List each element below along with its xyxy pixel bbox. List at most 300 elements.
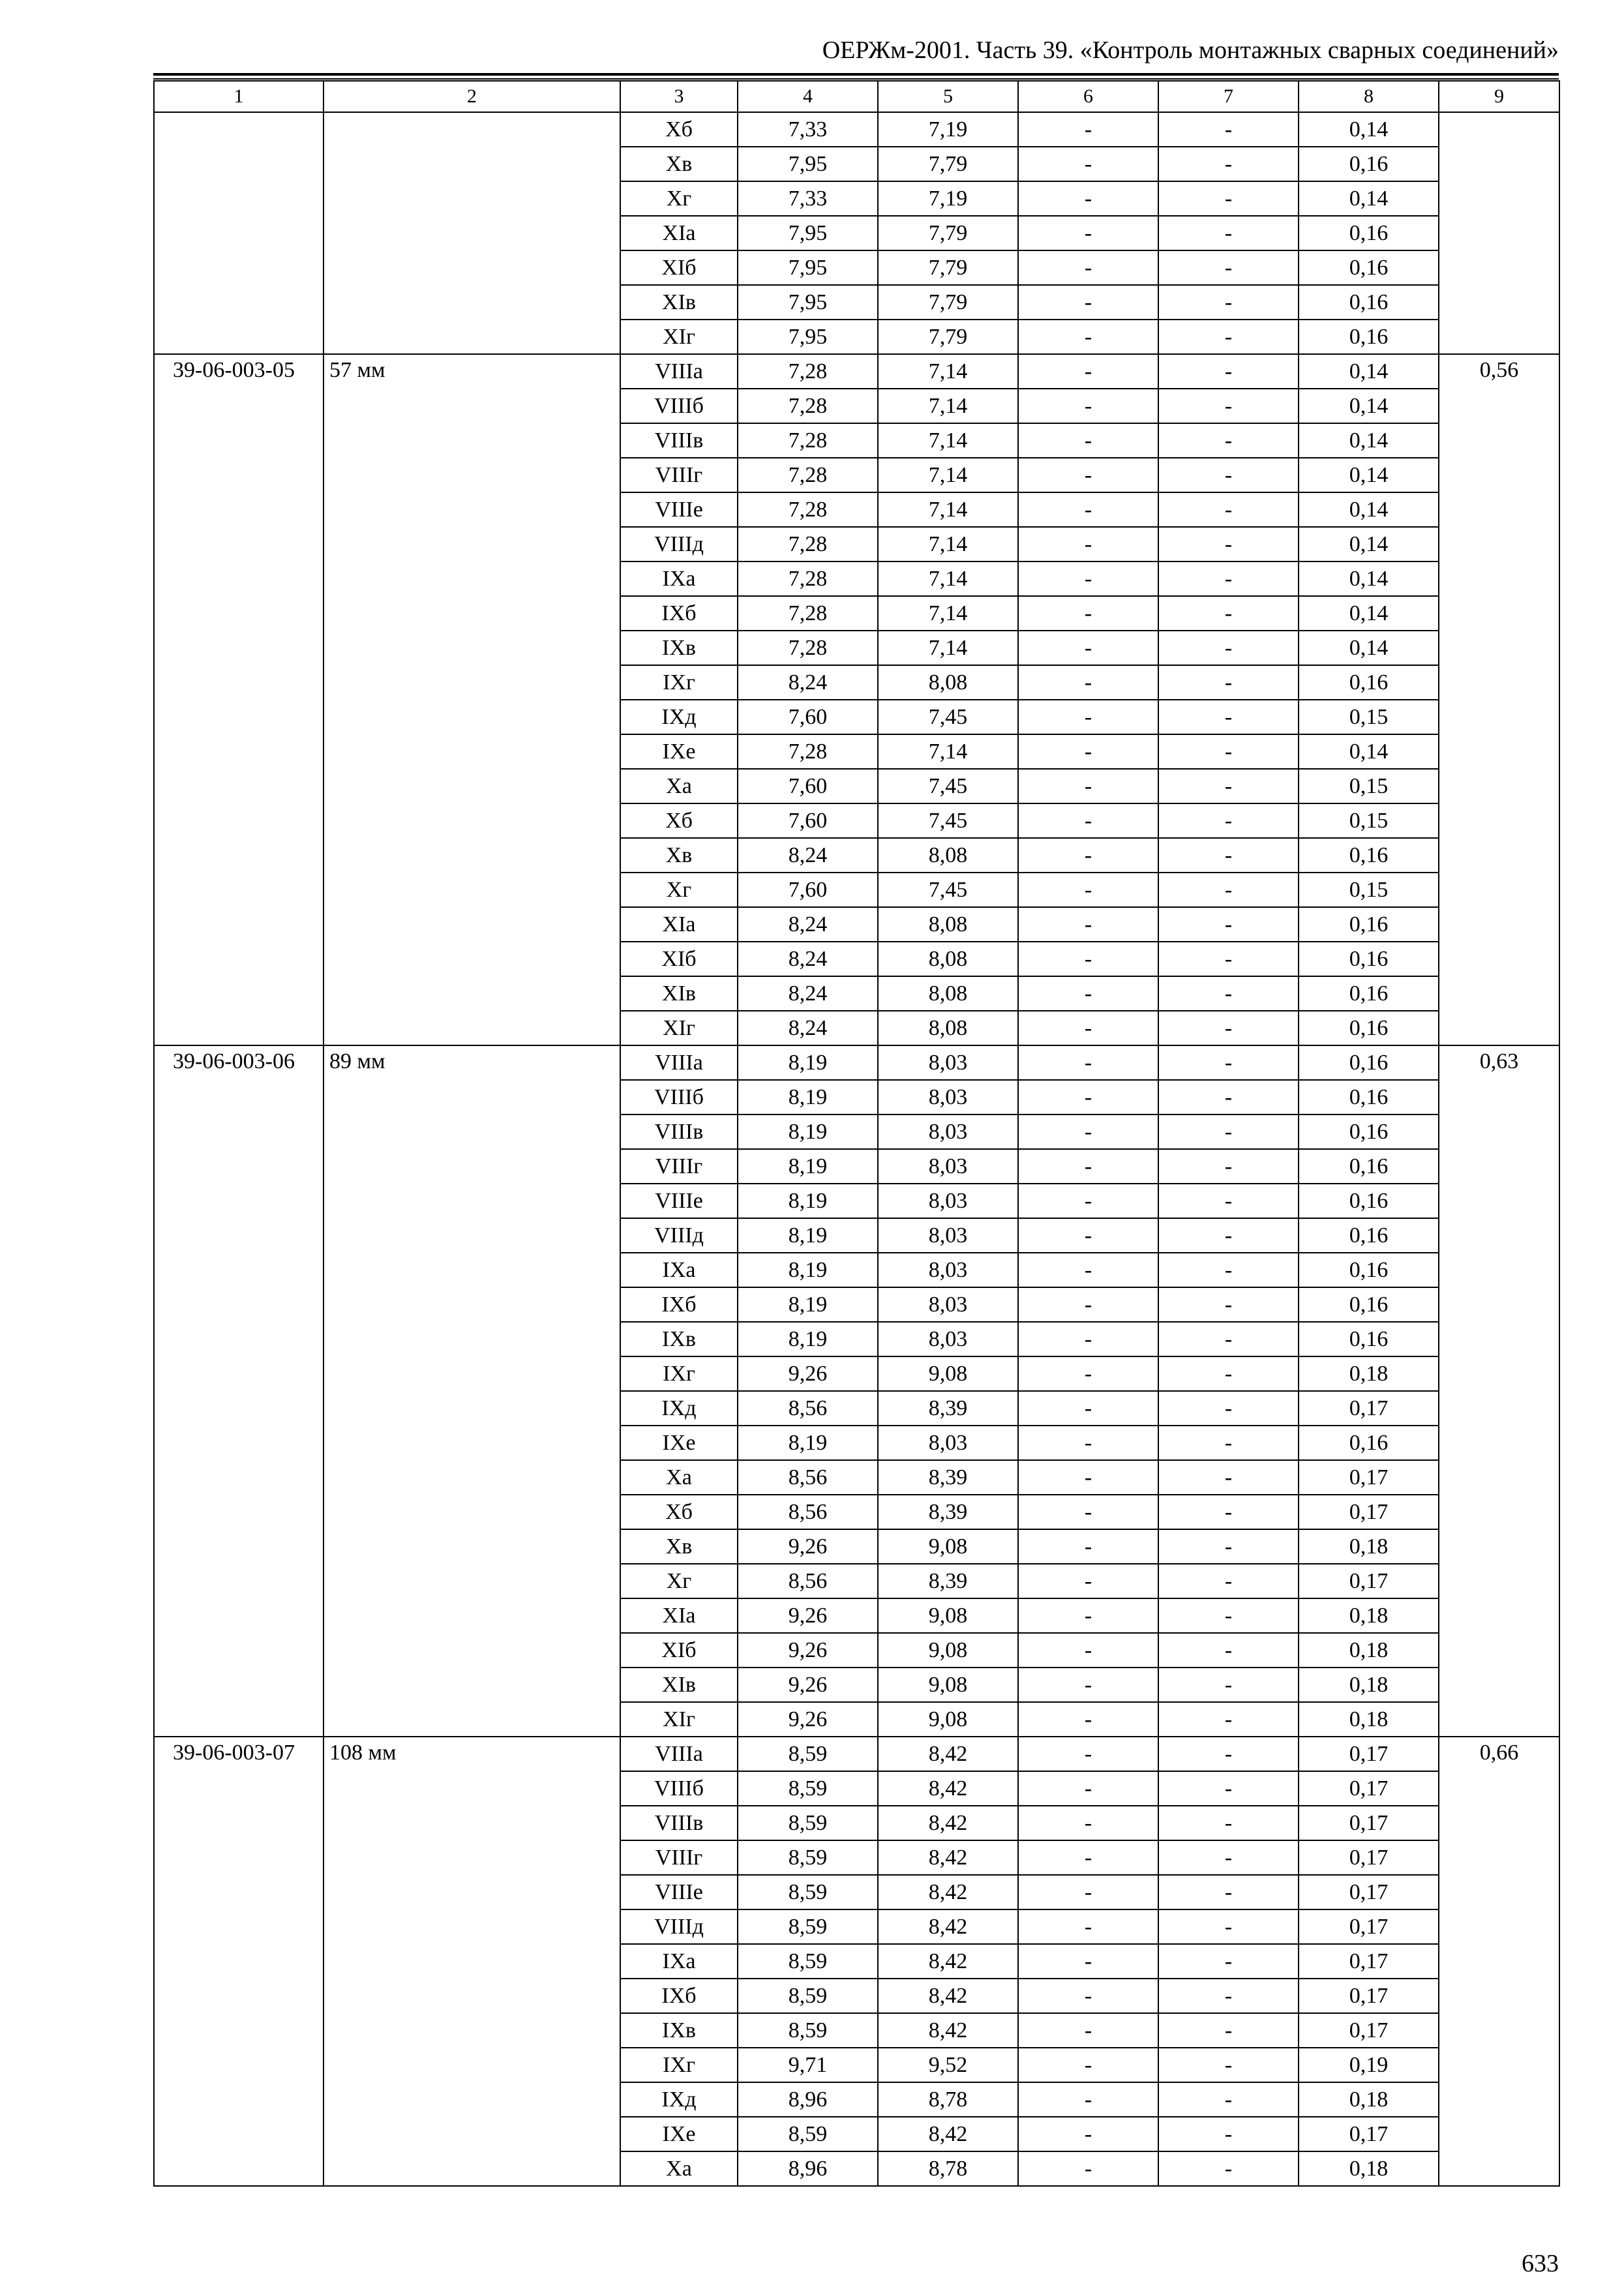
- weld-category-cell: VIIIе: [620, 492, 738, 527]
- page-number: 633: [1522, 2250, 1559, 2277]
- weld-category-cell: VIIIе: [620, 1875, 738, 1909]
- driver-wages-cell: -: [1158, 389, 1299, 423]
- machine-operation-cell: -: [1018, 976, 1158, 1011]
- driver-wages-cell: -: [1158, 665, 1299, 700]
- machine-operation-cell: -: [1018, 838, 1158, 873]
- machine-operation-cell: -: [1018, 423, 1158, 458]
- driver-wages-cell: -: [1158, 803, 1299, 838]
- machine-operation-cell: -: [1018, 112, 1158, 147]
- machine-operation-cell: -: [1018, 147, 1158, 181]
- total-cost-cell: 8,56: [738, 1460, 878, 1495]
- labor-wages-cell: 9,52: [878, 2048, 1018, 2082]
- driver-wages-cell: -: [1158, 354, 1299, 389]
- total-cost-cell: 8,24: [738, 1011, 878, 1045]
- labor-wages-cell: 8,39: [878, 1564, 1018, 1598]
- driver-wages-cell: -: [1158, 423, 1299, 458]
- driver-wages-cell: -: [1158, 1080, 1299, 1115]
- labor-wages-cell: 9,08: [878, 1356, 1018, 1391]
- materials-cost-cell: 0,14: [1299, 734, 1439, 769]
- machine-operation-cell: -: [1018, 561, 1158, 596]
- labor-wages-cell: 8,03: [878, 1115, 1018, 1149]
- table-row: [154, 112, 1559, 147]
- driver-wages-cell: -: [1158, 2151, 1299, 2186]
- total-cost-cell: 8,19: [738, 1045, 878, 1080]
- driver-wages-cell: -: [1158, 1149, 1299, 1184]
- labor-wages-cell: 7,14: [878, 631, 1018, 665]
- machine-operation-cell: -: [1018, 1668, 1158, 1702]
- materials-cost-cell: 0,18: [1299, 1702, 1439, 1737]
- materials-cost-cell: 0,17: [1299, 1840, 1439, 1875]
- weld-category-cell: VIIIб: [620, 389, 738, 423]
- labor-wages-cell: 9,08: [878, 1598, 1018, 1633]
- machine-operation-cell: -: [1018, 665, 1158, 700]
- weld-category-cell: IXд: [620, 1391, 738, 1426]
- weld-category-cell: IXе: [620, 2117, 738, 2151]
- machine-operation-cell: -: [1018, 803, 1158, 838]
- total-cost-cell: 9,26: [738, 1529, 878, 1564]
- driver-wages-cell: -: [1158, 2013, 1299, 2048]
- weld-category-cell: Xв: [620, 838, 738, 873]
- materials-cost-cell: 0,16: [1299, 976, 1439, 1011]
- weld-category-cell: VIIIг: [620, 1149, 738, 1184]
- weld-category-cell: Xа: [620, 769, 738, 803]
- materials-cost-cell: 0,14: [1299, 389, 1439, 423]
- machine-operation-cell: -: [1018, 1149, 1158, 1184]
- labor-wages-cell: 8,03: [878, 1045, 1018, 1080]
- machine-operation-cell: -: [1018, 1564, 1158, 1598]
- labor-wages-cell: 8,03: [878, 1426, 1018, 1460]
- driver-wages-cell: -: [1158, 1771, 1299, 1806]
- driver-wages-cell: -: [1158, 1115, 1299, 1149]
- total-cost-cell: 8,59: [738, 1909, 878, 1944]
- driver-wages-cell: -: [1158, 2048, 1299, 2082]
- total-cost-cell: 8,56: [738, 1391, 878, 1426]
- machine-operation-cell: -: [1018, 1391, 1158, 1426]
- driver-wages-cell: -: [1158, 2082, 1299, 2117]
- driver-wages-cell: -: [1158, 285, 1299, 320]
- weld-category-cell: XIб: [620, 250, 738, 285]
- weld-category-cell: IXв: [620, 631, 738, 665]
- total-cost-cell: 7,28: [738, 458, 878, 492]
- weld-category-cell: XIв: [620, 285, 738, 320]
- total-cost-cell: 9,71: [738, 2048, 878, 2082]
- driver-wages-cell: -: [1158, 1840, 1299, 1875]
- total-cost-cell: 8,19: [738, 1322, 878, 1356]
- labor-wages-cell: 8,03: [878, 1218, 1018, 1253]
- total-cost-cell: 7,95: [738, 320, 878, 354]
- driver-wages-cell: -: [1158, 700, 1299, 734]
- column-number-row: [154, 81, 1559, 112]
- materials-cost-cell: 0,17: [1299, 1391, 1439, 1426]
- labor-wages-cell: 7,79: [878, 147, 1018, 181]
- total-cost-cell: 7,28: [738, 561, 878, 596]
- total-cost-cell: 7,95: [738, 216, 878, 250]
- driver-wages-cell: -: [1158, 216, 1299, 250]
- materials-cost-cell: 0,16: [1299, 216, 1439, 250]
- weld-category-cell: XIг: [620, 320, 738, 354]
- total-cost-cell: 8,59: [738, 1979, 878, 2013]
- total-cost-cell: 7,28: [738, 631, 878, 665]
- driver-wages-cell: -: [1158, 1011, 1299, 1045]
- labor-wages-cell: 7,14: [878, 354, 1018, 389]
- materials-cost-cell: 0,16: [1299, 1080, 1439, 1115]
- weld-category-cell: IXа: [620, 1253, 738, 1287]
- machine-operation-cell: -: [1018, 250, 1158, 285]
- materials-cost-cell: 0,17: [1299, 1737, 1439, 1771]
- weld-category-cell: IXд: [620, 700, 738, 734]
- machine-operation-cell: -: [1018, 1287, 1158, 1322]
- labor-wages-cell: 8,08: [878, 907, 1018, 942]
- machine-operation-cell: -: [1018, 1979, 1158, 2013]
- driver-wages-cell: -: [1158, 1426, 1299, 1460]
- driver-wages-cell: -: [1158, 527, 1299, 561]
- total-cost-cell: 8,19: [738, 1115, 878, 1149]
- driver-wages-cell: -: [1158, 1909, 1299, 1944]
- column-number-cell: 3: [620, 81, 738, 112]
- total-cost-cell: 8,59: [738, 1875, 878, 1909]
- weld-category-cell: XIг: [620, 1702, 738, 1737]
- machine-operation-cell: -: [1018, 1495, 1158, 1529]
- weld-category-cell: IXа: [620, 1944, 738, 1979]
- materials-cost-cell: 0,14: [1299, 527, 1439, 561]
- machine-operation-cell: -: [1018, 873, 1158, 907]
- machine-operation-cell: -: [1018, 1909, 1158, 1944]
- materials-cost-cell: 0,14: [1299, 423, 1439, 458]
- labor-wages-cell: 8,08: [878, 942, 1018, 976]
- weld-category-cell: Xг: [620, 181, 738, 216]
- total-cost-cell: 7,33: [738, 112, 878, 147]
- labor-wages-cell: 7,14: [878, 423, 1018, 458]
- driver-wages-cell: -: [1158, 1184, 1299, 1218]
- machine-operation-cell: -: [1018, 1771, 1158, 1806]
- materials-cost-cell: 0,17: [1299, 1909, 1439, 1944]
- total-cost-cell: 7,60: [738, 700, 878, 734]
- labor-wages-cell: 7,45: [878, 803, 1018, 838]
- weld-category-cell: XIа: [620, 907, 738, 942]
- materials-cost-cell: 0,17: [1299, 1564, 1439, 1598]
- materials-cost-cell: 0,16: [1299, 907, 1439, 942]
- total-cost-cell: 8,24: [738, 942, 878, 976]
- table-row: [154, 354, 1559, 389]
- weld-category-cell: Xб: [620, 112, 738, 147]
- total-cost-cell: 8,19: [738, 1287, 878, 1322]
- machine-operation-cell: -: [1018, 354, 1158, 389]
- total-cost-cell: 8,19: [738, 1080, 878, 1115]
- machine-operation-cell: -: [1018, 1080, 1158, 1115]
- total-cost-cell: 8,19: [738, 1184, 878, 1218]
- labor-wages-cell: 8,42: [878, 1771, 1018, 1806]
- machine-operation-cell: -: [1018, 320, 1158, 354]
- driver-wages-cell: -: [1158, 1356, 1299, 1391]
- weld-category-cell: XIб: [620, 1633, 738, 1668]
- driver-wages-cell: -: [1158, 769, 1299, 803]
- materials-cost-cell: 0,14: [1299, 596, 1439, 631]
- weld-category-cell: IXв: [620, 2013, 738, 2048]
- machine-operation-cell: -: [1018, 1598, 1158, 1633]
- weld-category-cell: IXа: [620, 561, 738, 596]
- total-cost-cell: 7,28: [738, 423, 878, 458]
- labor-wages-cell: 7,14: [878, 734, 1018, 769]
- weld-category-cell: VIIIд: [620, 1909, 738, 1944]
- weld-category-cell: Xб: [620, 803, 738, 838]
- machine-operation-cell: -: [1018, 1840, 1158, 1875]
- weld-category-cell: Xв: [620, 1529, 738, 1564]
- total-cost-cell: 8,96: [738, 2082, 878, 2117]
- header-rule-thin: [153, 78, 1559, 80]
- labor-wages-cell: 8,39: [878, 1391, 1018, 1426]
- materials-cost-cell: 0,15: [1299, 700, 1439, 734]
- materials-cost-cell: 0,16: [1299, 285, 1439, 320]
- machine-operation-cell: -: [1018, 216, 1158, 250]
- driver-wages-cell: -: [1158, 1633, 1299, 1668]
- labor-wages-cell: 7,45: [878, 873, 1018, 907]
- materials-cost-cell: 0,17: [1299, 1495, 1439, 1529]
- labor-wages-cell: 8,42: [878, 1944, 1018, 1979]
- labor-wages-cell: 9,08: [878, 1633, 1018, 1668]
- labor-hours-cell: 0,63: [1439, 1045, 1559, 1737]
- machine-operation-cell: -: [1018, 181, 1158, 216]
- weld-category-cell: IXб: [620, 1287, 738, 1322]
- materials-cost-cell: 0,16: [1299, 1011, 1439, 1045]
- machine-operation-cell: -: [1018, 1529, 1158, 1564]
- materials-cost-cell: 0,16: [1299, 250, 1439, 285]
- machine-operation-cell: -: [1018, 734, 1158, 769]
- total-cost-cell: 7,60: [738, 873, 878, 907]
- labor-wages-cell: 7,14: [878, 596, 1018, 631]
- machine-operation-cell: -: [1018, 1322, 1158, 1356]
- total-cost-cell: 9,26: [738, 1702, 878, 1737]
- weld-category-cell: VIIIв: [620, 1115, 738, 1149]
- machine-operation-cell: -: [1018, 2013, 1158, 2048]
- column-number-cell: 6: [1018, 81, 1158, 112]
- driver-wages-cell: -: [1158, 596, 1299, 631]
- driver-wages-cell: -: [1158, 1564, 1299, 1598]
- weld-category-cell: VIIIб: [620, 1771, 738, 1806]
- table-row: [154, 1045, 1559, 1080]
- materials-cost-cell: 0,18: [1299, 1598, 1439, 1633]
- column-number-cell: 4: [738, 81, 878, 112]
- materials-cost-cell: 0,19: [1299, 2048, 1439, 2082]
- driver-wages-cell: -: [1158, 1529, 1299, 1564]
- labor-wages-cell: 8,08: [878, 665, 1018, 700]
- machine-operation-cell: -: [1018, 631, 1158, 665]
- weld-category-cell: Xа: [620, 2151, 738, 2186]
- total-cost-cell: 7,95: [738, 147, 878, 181]
- labor-wages-cell: 7,79: [878, 250, 1018, 285]
- driver-wages-cell: -: [1158, 1218, 1299, 1253]
- labor-wages-cell: 7,45: [878, 769, 1018, 803]
- driver-wages-cell: -: [1158, 1875, 1299, 1909]
- weld-category-cell: IXб: [620, 1979, 738, 2013]
- driver-wages-cell: -: [1158, 942, 1299, 976]
- weld-category-cell: VIIIв: [620, 1806, 738, 1840]
- driver-wages-cell: -: [1158, 838, 1299, 873]
- total-cost-cell: 7,28: [738, 527, 878, 561]
- materials-cost-cell: 0,16: [1299, 1115, 1439, 1149]
- machine-operation-cell: -: [1018, 389, 1158, 423]
- materials-cost-cell: 0,16: [1299, 1322, 1439, 1356]
- materials-cost-cell: 0,16: [1299, 1184, 1439, 1218]
- driver-wages-cell: -: [1158, 2117, 1299, 2151]
- rate-code-cell: 39-06-003-05: [154, 354, 323, 1045]
- weld-category-cell: Xа: [620, 1460, 738, 1495]
- machine-operation-cell: -: [1018, 1253, 1158, 1287]
- weld-category-cell: VIIIе: [620, 1184, 738, 1218]
- machine-operation-cell: -: [1018, 1460, 1158, 1495]
- total-cost-cell: 8,59: [738, 1840, 878, 1875]
- total-cost-cell: 7,28: [738, 389, 878, 423]
- machine-operation-cell: -: [1018, 1944, 1158, 1979]
- materials-cost-cell: 0,18: [1299, 1529, 1439, 1564]
- labor-wages-cell: 8,42: [878, 1840, 1018, 1875]
- driver-wages-cell: -: [1158, 492, 1299, 527]
- machine-operation-cell: -: [1018, 2082, 1158, 2117]
- weld-category-cell: VIIIв: [620, 423, 738, 458]
- materials-cost-cell: 0,17: [1299, 1979, 1439, 2013]
- column-number-cell: 1: [154, 81, 323, 112]
- labor-hours-cell: 0,66: [1439, 1737, 1559, 2186]
- total-cost-cell: 7,28: [738, 734, 878, 769]
- weld-category-cell: XIв: [620, 976, 738, 1011]
- total-cost-cell: 8,19: [738, 1426, 878, 1460]
- weld-category-cell: VIIIд: [620, 1218, 738, 1253]
- total-cost-cell: 8,24: [738, 665, 878, 700]
- driver-wages-cell: -: [1158, 112, 1299, 147]
- weld-category-cell: VIIIа: [620, 1737, 738, 1771]
- weld-category-cell: VIIIб: [620, 1080, 738, 1115]
- driver-wages-cell: -: [1158, 1322, 1299, 1356]
- labor-wages-cell: 8,03: [878, 1149, 1018, 1184]
- materials-cost-cell: 0,15: [1299, 873, 1439, 907]
- labor-wages-cell: 9,08: [878, 1668, 1018, 1702]
- labor-wages-cell: 8,42: [878, 1875, 1018, 1909]
- driver-wages-cell: -: [1158, 1702, 1299, 1737]
- weld-category-cell: IXг: [620, 665, 738, 700]
- weld-category-cell: VIIIа: [620, 354, 738, 389]
- weld-category-cell: VIIIг: [620, 458, 738, 492]
- materials-cost-cell: 0,17: [1299, 1771, 1439, 1806]
- labor-wages-cell: 9,08: [878, 1702, 1018, 1737]
- total-cost-cell: 8,59: [738, 2013, 878, 2048]
- labor-wages-cell: 7,14: [878, 492, 1018, 527]
- weld-category-cell: Xг: [620, 1564, 738, 1598]
- labor-hours-cell: 0,56: [1439, 354, 1559, 1045]
- materials-cost-cell: 0,16: [1299, 665, 1439, 700]
- driver-wages-cell: -: [1158, 631, 1299, 665]
- pipe-diameter-cell: 57 мм: [323, 354, 620, 1045]
- materials-cost-cell: 0,14: [1299, 458, 1439, 492]
- driver-wages-cell: -: [1158, 976, 1299, 1011]
- labor-wages-cell: 7,14: [878, 458, 1018, 492]
- labor-wages-cell: 8,08: [878, 976, 1018, 1011]
- materials-cost-cell: 0,16: [1299, 1045, 1439, 1080]
- driver-wages-cell: -: [1158, 1944, 1299, 1979]
- total-cost-cell: 9,26: [738, 1668, 878, 1702]
- driver-wages-cell: -: [1158, 734, 1299, 769]
- labor-wages-cell: 8,03: [878, 1322, 1018, 1356]
- total-cost-cell: 7,28: [738, 596, 878, 631]
- labor-wages-cell: 7,45: [878, 700, 1018, 734]
- weld-category-cell: Xг: [620, 873, 738, 907]
- driver-wages-cell: -: [1158, 1460, 1299, 1495]
- total-cost-cell: 8,56: [738, 1495, 878, 1529]
- labor-wages-cell: 7,79: [878, 320, 1018, 354]
- labor-wages-cell: 7,79: [878, 285, 1018, 320]
- machine-operation-cell: -: [1018, 1737, 1158, 1771]
- machine-operation-cell: -: [1018, 492, 1158, 527]
- machine-operation-cell: -: [1018, 1356, 1158, 1391]
- machine-operation-cell: -: [1018, 2048, 1158, 2082]
- driver-wages-cell: -: [1158, 873, 1299, 907]
- total-cost-cell: 8,59: [738, 1806, 878, 1840]
- materials-cost-cell: 0,14: [1299, 354, 1439, 389]
- total-cost-cell: 9,26: [738, 1633, 878, 1668]
- labor-wages-cell: 8,03: [878, 1287, 1018, 1322]
- driver-wages-cell: -: [1158, 1495, 1299, 1529]
- machine-operation-cell: -: [1018, 1218, 1158, 1253]
- machine-operation-cell: -: [1018, 1011, 1158, 1045]
- labor-wages-cell: 7,79: [878, 216, 1018, 250]
- materials-cost-cell: 0,18: [1299, 1633, 1439, 1668]
- driver-wages-cell: -: [1158, 320, 1299, 354]
- materials-cost-cell: 0,16: [1299, 1287, 1439, 1322]
- labor-wages-cell: 8,03: [878, 1184, 1018, 1218]
- rate-code-cell: [154, 112, 323, 354]
- labor-wages-cell: 8,08: [878, 1011, 1018, 1045]
- weld-category-cell: IXв: [620, 1322, 738, 1356]
- materials-cost-cell: 0,16: [1299, 838, 1439, 873]
- driver-wages-cell: -: [1158, 907, 1299, 942]
- column-number-cell: 2: [323, 81, 620, 112]
- machine-operation-cell: -: [1018, 596, 1158, 631]
- labor-wages-cell: 8,03: [878, 1253, 1018, 1287]
- weld-category-cell: IXг: [620, 1356, 738, 1391]
- weld-category-cell: Xб: [620, 1495, 738, 1529]
- materials-cost-cell: 0,14: [1299, 181, 1439, 216]
- column-number-cell: 7: [1158, 81, 1299, 112]
- driver-wages-cell: -: [1158, 250, 1299, 285]
- driver-wages-cell: -: [1158, 1668, 1299, 1702]
- rates-table: [153, 80, 1560, 2187]
- total-cost-cell: 9,26: [738, 1356, 878, 1391]
- materials-cost-cell: 0,15: [1299, 769, 1439, 803]
- labor-wages-cell: 8,42: [878, 1909, 1018, 1944]
- driver-wages-cell: -: [1158, 1598, 1299, 1633]
- driver-wages-cell: -: [1158, 458, 1299, 492]
- machine-operation-cell: -: [1018, 700, 1158, 734]
- machine-operation-cell: -: [1018, 285, 1158, 320]
- pipe-diameter-cell: 89 мм: [323, 1045, 620, 1737]
- total-cost-cell: 8,24: [738, 976, 878, 1011]
- machine-operation-cell: -: [1018, 527, 1158, 561]
- total-cost-cell: 7,95: [738, 285, 878, 320]
- labor-wages-cell: 8,03: [878, 1080, 1018, 1115]
- labor-wages-cell: 8,39: [878, 1495, 1018, 1529]
- weld-category-cell: VIIIд: [620, 527, 738, 561]
- labor-wages-cell: 7,14: [878, 561, 1018, 596]
- materials-cost-cell: 0,16: [1299, 1426, 1439, 1460]
- labor-wages-cell: 8,78: [878, 2082, 1018, 2117]
- total-cost-cell: 8,24: [738, 907, 878, 942]
- total-cost-cell: 8,56: [738, 1564, 878, 1598]
- weld-category-cell: VIIIа: [620, 1045, 738, 1080]
- driver-wages-cell: -: [1158, 1737, 1299, 1771]
- materials-cost-cell: 0,18: [1299, 1668, 1439, 1702]
- driver-wages-cell: -: [1158, 1253, 1299, 1287]
- machine-operation-cell: -: [1018, 1184, 1158, 1218]
- machine-operation-cell: -: [1018, 769, 1158, 803]
- rate-code-cell: 39-06-003-07: [154, 1737, 323, 2186]
